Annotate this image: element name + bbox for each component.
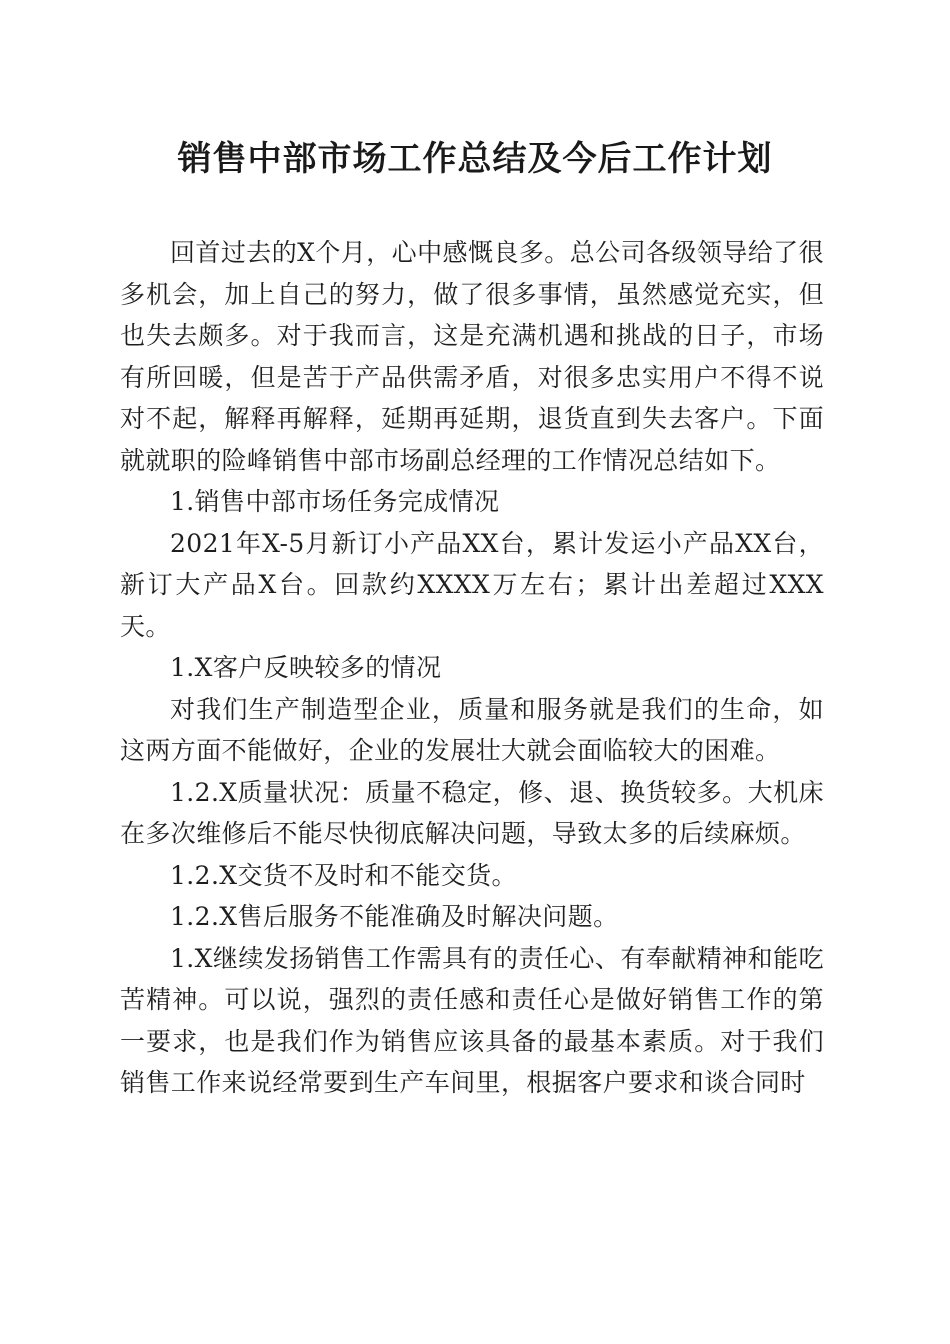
paragraph-responsibility: 1.X继续发扬销售工作需具有的责任心、有奉献精神和能吃苦精神。可以说，强烈的责任感和责任心是做好销售工作的第一要求，也是我们作为销售应该具备的最基本素质。对于我们销售工作来说经常要到生产车间里，根据客户要求和谈合同时 [120, 943, 824, 1097]
item-after-sales: 1.2.X售后服务不能准确及时解决问题。 [170, 902, 619, 931]
paragraph-quality-service: 对我们生产制造型企业，质量和服务就是我们的生命，如这两方面不能做好，企业的发展壮大就会面临较大的困难。 [120, 694, 824, 765]
paragraph-intro: 回首过去的X个月，心中感慨良多。总公司各级领导给了很多机会，加上自己的努力，做了很多事情，虽然感觉充实，但也失去颇多。对于我而言，这是充满机遇和挑战的日子，市场有所回暖，但是苦于产品供需矛盾，对很多忠实用户不得不说对不起，解释再解释，延期再延期，退货直到失去客户。下面就就职的险峰销售中部市场副总经理的工作情况总结如下。 [120, 238, 824, 475]
heading-customer-feedback: 1.X客户反映较多的情况 [170, 653, 442, 682]
paragraph-sales-figures: 2021年X-5月新订小产品XX台，累计发运小产品XX台，新订大产品X台。回款约XXXX万左右；累计出差超过XXX天。 [120, 528, 824, 641]
document-body [120, 232, 824, 1104]
heading-task-completion: 1.销售中部市场任务完成情况 [170, 487, 500, 516]
document-title: 销售中部市场工作总结及今后工作计划 [177, 139, 773, 179]
item-quality-status: 1.2.X质量状况：质量不稳定，修、退、换货较多。大机床在多次维修后不能尽快彻底解决问题，导致太多的后续麻烦。 [120, 777, 824, 848]
item-delivery: 1.2.X交货不及时和不能交货。 [170, 860, 517, 890]
